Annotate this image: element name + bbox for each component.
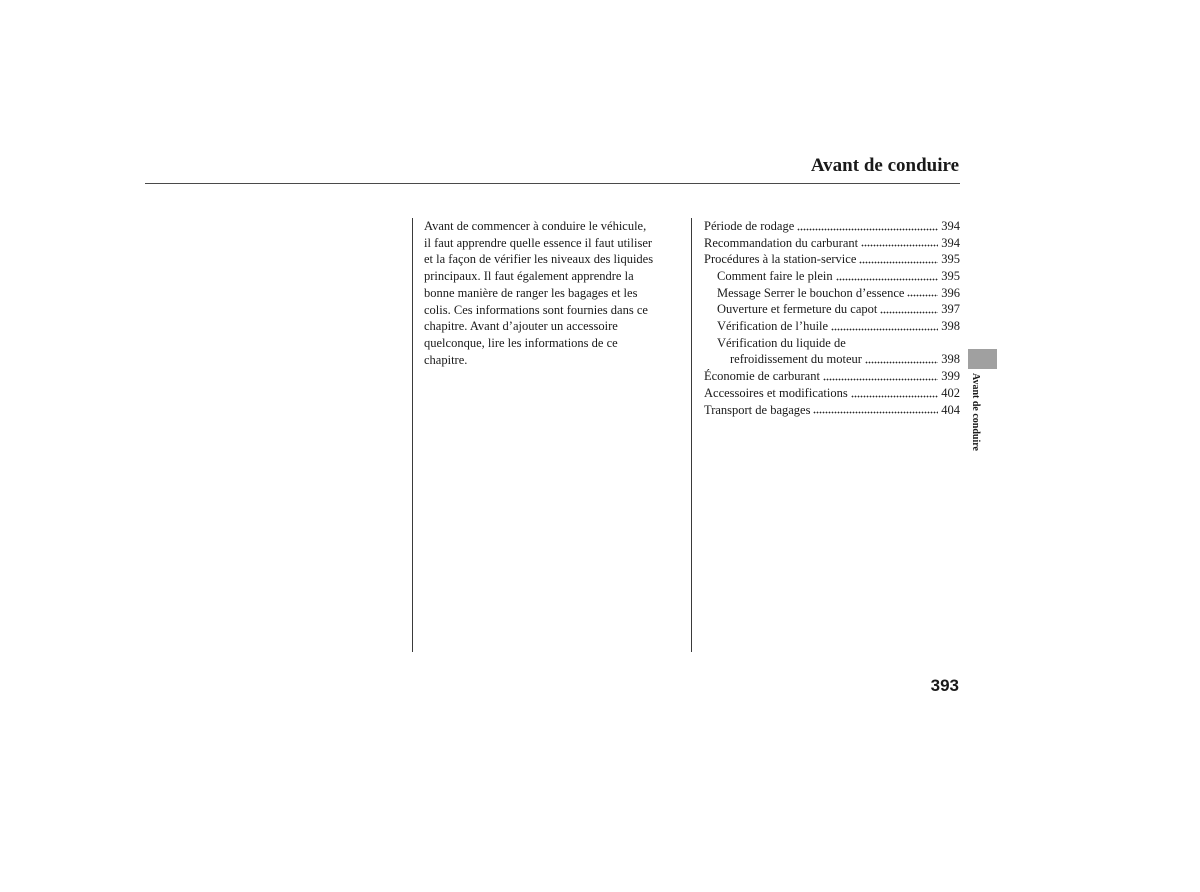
toc-entry bbox=[704, 385, 960, 402]
intro-line: il faut apprendre quelle essence il faut utiliser bbox=[424, 235, 653, 250]
toc-entry-label: Procédures à la station-service bbox=[704, 252, 857, 267]
page-title: Avant de conduire bbox=[810, 155, 959, 176]
toc-entry bbox=[704, 251, 960, 268]
toc-entry bbox=[704, 218, 960, 235]
toc-entry bbox=[704, 235, 960, 252]
toc-entry-page: 395 bbox=[941, 252, 960, 267]
toc-entry-page: 398 bbox=[941, 352, 960, 367]
toc-leader-dots bbox=[851, 395, 939, 398]
header-rule bbox=[145, 183, 960, 184]
toc-leader-dots bbox=[880, 311, 938, 314]
toc-entry-label: Vérification de l’huile bbox=[717, 319, 829, 334]
intro-line: chapitre. Avant d’ajouter un accessoire bbox=[424, 319, 618, 334]
toc-entry-page: 399 bbox=[941, 369, 960, 384]
column-divider-right bbox=[691, 218, 692, 652]
toc-entry bbox=[704, 318, 960, 335]
section-tab bbox=[968, 349, 997, 369]
toc-leader-dots bbox=[831, 328, 938, 331]
intro-line: principaux. Il faut également apprendre la bbox=[424, 269, 634, 284]
toc-entry-label: Économie de carburant bbox=[704, 369, 820, 384]
toc-entry-page: 402 bbox=[941, 385, 960, 400]
toc-entry-label: Ouverture et fermeture du capot bbox=[717, 302, 878, 317]
intro-line: bonne manière de ranger les bagages et les bbox=[424, 285, 638, 300]
toc-entry bbox=[704, 352, 960, 369]
intro-line: et la façon de vérifier les niveaux des liquides bbox=[424, 252, 654, 267]
toc-entry bbox=[704, 301, 960, 318]
toc-entry-label: Message Serrer le bouchon d’essence bbox=[717, 285, 905, 300]
toc-leader-dots bbox=[823, 378, 938, 381]
column-divider-left bbox=[412, 218, 413, 652]
intro-line: Avant de commencer à conduire le véhicule, bbox=[424, 219, 647, 233]
toc-leader-dots bbox=[861, 244, 938, 247]
page-number: 393 bbox=[930, 676, 959, 695]
toc-leader-dots bbox=[859, 261, 938, 264]
intro-line: quelconque, lire les informations de ce bbox=[424, 335, 618, 350]
intro-line: chapitre. bbox=[424, 352, 468, 367]
toc-entry-page: 404 bbox=[941, 402, 960, 417]
toc-leader-dots bbox=[907, 294, 938, 297]
toc-entry bbox=[704, 368, 960, 385]
toc-entry-page: 394 bbox=[941, 218, 960, 233]
toc-entry bbox=[704, 402, 960, 419]
toc-leader-dots bbox=[865, 361, 938, 364]
section-tab-label: Avant de conduire bbox=[970, 373, 981, 451]
toc-entry-page: 398 bbox=[941, 319, 960, 334]
toc-entry-label: Transport de bagages bbox=[704, 402, 811, 417]
toc-entry-page: 396 bbox=[941, 285, 960, 300]
toc-entry-label: Recommandation du carburant bbox=[704, 235, 859, 250]
toc-entry bbox=[704, 285, 960, 302]
toc-entry-page: 395 bbox=[941, 269, 960, 284]
toc-entry-label: Période de rodage bbox=[704, 218, 795, 233]
intro-line: colis. Ces informations sont fournies dans ce bbox=[424, 302, 648, 317]
toc-entry-label: Accessoires et modifications bbox=[704, 385, 848, 400]
toc-entry-label: refroidissement du moteur bbox=[730, 352, 862, 367]
toc-entry-page: 394 bbox=[941, 235, 960, 250]
toc-leader-dots bbox=[797, 228, 938, 231]
toc-entry bbox=[704, 268, 960, 285]
toc-entry-page: 397 bbox=[941, 302, 960, 317]
intro-paragraph bbox=[424, 218, 686, 368]
toc-entry-label: Vérification du liquide de bbox=[717, 335, 846, 350]
toc-entry-label: Comment faire le plein bbox=[717, 269, 833, 284]
toc-leader-dots bbox=[836, 278, 939, 281]
toc-leader-dots bbox=[813, 411, 938, 414]
toc-entry bbox=[704, 335, 960, 352]
table-of-contents bbox=[704, 218, 960, 418]
